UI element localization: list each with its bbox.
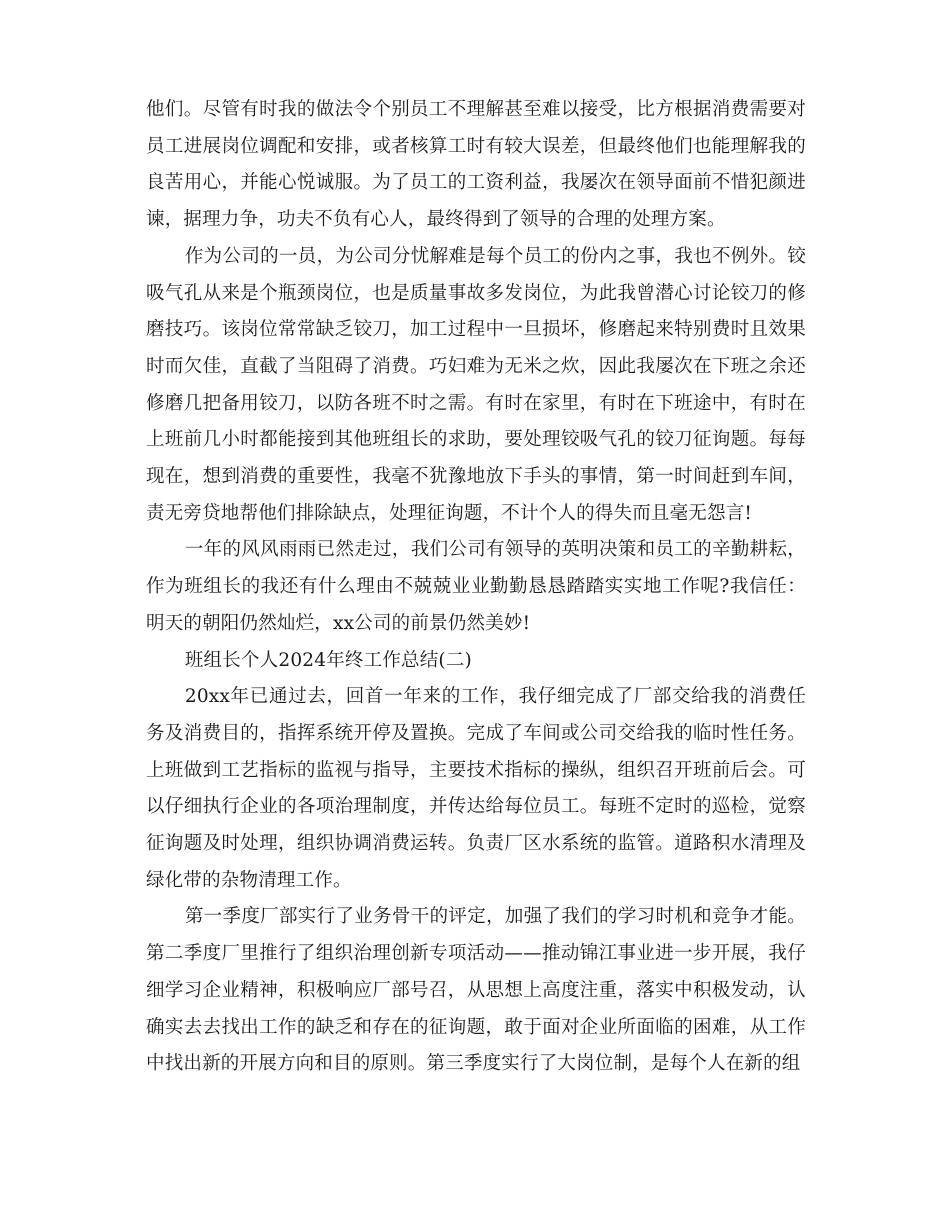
- paragraph-3: 一年的风风雨雨已然走过，我们公司有领导的英明决策和员工的辛勤耕耘，作为班组长的我还有什么理由不兢兢业业勤勤恳恳踏踏实实地工作呢?我信任：明天的朝阳仍然灿烂，xx公司的前景仍然美妙!: [146, 539, 806, 634]
- paragraph-2: 作为公司的一员，为公司分忧解难是每个员工的份内之事，我也不例外。铰吸气孔从来是个瓶颈岗位，也是质量事故多发岗位，为此我曾潜心讨论铰刀的修磨技巧。该岗位常常缺乏铰刀，加工过程中一旦损坏，修磨起来特别费时且效果时而欠佳，直截了当阻碍了消费。巧妇难为无米之炊，因此我屡次在下班之余还修磨几把备用铰刀，以防各班不时之需。有时在家里，有时在下班途中，有时在上班前几小时都能接到其他班组长的求助，要处理铰吸气孔的铰刀征询题。每每现在，想到消费的重要性，我毫不犹豫地放下手头的事情，第一时间赶到车间，责无旁贷地帮他们排除缺点，处理征询题，不计个人的得失而且毫无怨言!: [146, 245, 806, 524]
- document-page: [146, 92, 806, 1083]
- paragraph-4: 20xx年已通过去，回首一年来的工作，我仔细完成了厂部交给我的消费任务及消费目的，指挥系统开停及置换。完成了车间或公司交给我的临时性任务。上班做到工艺指标的监视与指导，主要技术指标的操纵，组织召开班前后会。可以仔细执行企业的各项治理制度，并传达给每位员工。每班不定时的巡检，觉察征询题及时处理，组织协调消费运转。负责厂区水系统的监管。道路积水清理及绿化带的杂物清理工作。: [146, 686, 806, 891]
- paragraph-1: 他们。尽管有时我的做法令个别员工不理解甚至难以接受，比方根据消费需要对员工进展岗位调配和安排，或者核算工时有较大误差，但最终他们也能理解我的良苦用心，并能心悦诚服。为了员工的工资利益，我屡次在领导面前不惜犯颜进谏，据理力争，功夫不负有心人，最终得到了领导的合理的处理方案。: [146, 99, 806, 231]
- section-heading: 班组长个人2024年终工作总结(二): [184, 649, 472, 671]
- paragraph-5: 第一季度厂部实行了业务骨干的评定，加强了我们的学习时机和竞争才能。第二季度厂里推行了组织治理创新专项活动——推动锦江事业进一步开展，我仔细学习企业精神，积极响应厂部号召，从思想上高度注重，落实中积极发动，认确实去去找出工作的缺乏和存在的征询题，敢于面对企业所面临的困难，从工作中找出新的开展方向和目的原则。第三季度实行了大岗位制，是每个人在新的组: [146, 906, 806, 1075]
